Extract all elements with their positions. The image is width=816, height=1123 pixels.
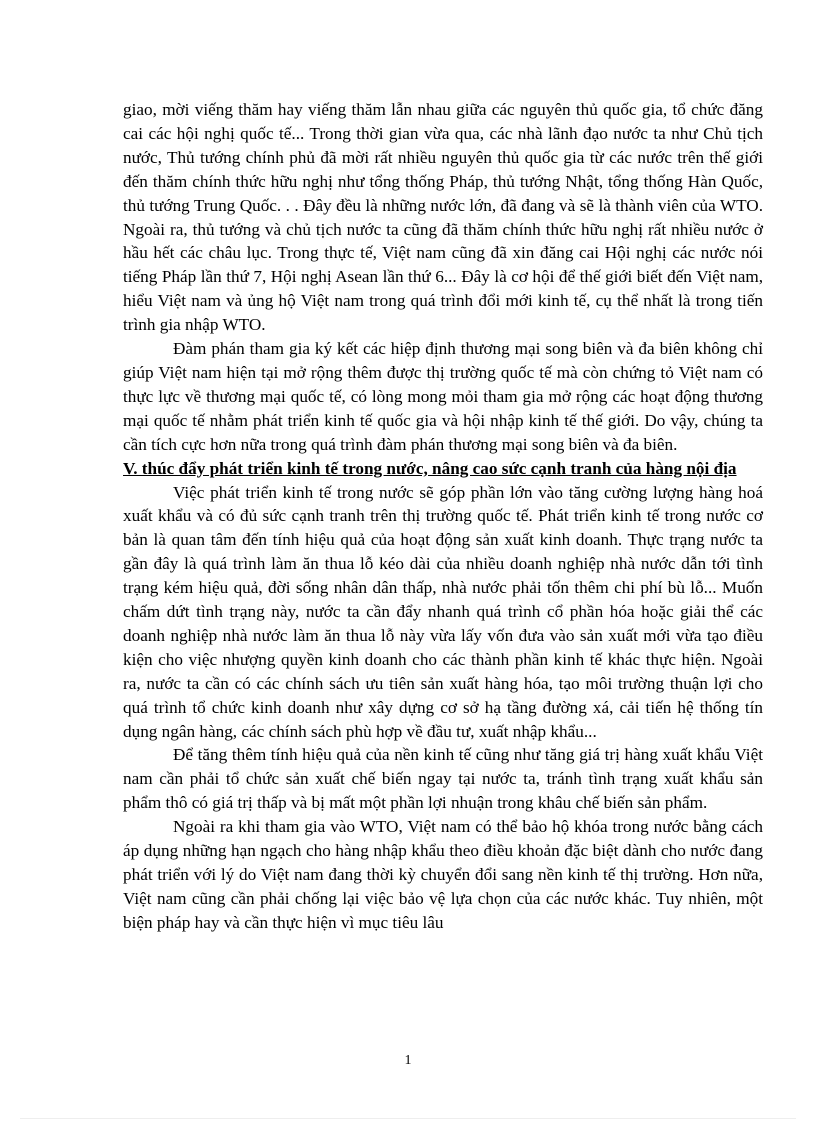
document-body — [123, 98, 763, 935]
page-number: 1 — [404, 1053, 412, 1068]
page-bottom-edge — [20, 1118, 796, 1119]
paragraph-wto-protection: Ngoài ra khi tham gia vào WTO, Việt nam có thể bảo hộ khóa trong nước bằng cách áp dụng những hạn ngạch cho hàng nhập khẩu theo điều khoản đặc biệt dành cho nước đang phát triển với lý do Việt nam đang thời kỳ chuyển đổi sang nền kinh tế thị trường. Hơn nữa, Việt nam cũng cần phải chống lại việc bảo vệ lựa chọn của các nước khác. Tuy nhiên, một biện pháp hay và cần thực hiện vì mục tiêu lâu — [123, 817, 763, 932]
section-heading-v: V. thúc đẩy phát triển kinh tế trong nước, nâng cao sức cạnh tranh của hàng nội địa — [123, 458, 737, 478]
paragraph-diplomacy: giao, mời viếng thăm hay viếng thăm lẫn nhau giữa các nguyên thủ quốc gia, tổ chức đăng cai các hội nghị quốc tế... Trong thời gian vừa qua, các nhà lãnh đạo nước ta như Chủ tịch nước, Thủ tướng chính phủ đã mời rất nhiều nguyên thủ quốc gia từ các nước trên thế giới đến thăm chính thức hữu nghị như tổng thống Pháp, thủ tướng Nhật, tổng thống Hàn Quốc, thủ tướng Trung Quốc. . . Đây đều là những nước lớn, đã đang và sẽ là thành viên của WTO. Ngoài ra, thủ tướng và chủ tịch nước ta cũng đã thăm chính thức hữu nghị rất nhiều nước ở hầu hết các châu lục. Trong thực tế, Việt nam cũng đã xin đăng cai Hội nghị các nước nói tiếng Pháp lần thứ 7, Hội nghị Asean lần thứ 6... Đây là cơ hội để thế giới biết đến Việt nam, hiểu Việt nam và ủng hộ Việt nam trong quá trình đổi mới kinh tế, cụ thể nhất là trong tiến trình gia nhập WTO. — [123, 100, 763, 335]
paragraph-processing: Để tăng thêm tính hiệu quả của nền kinh tế cũng như tăng giá trị hàng xuất khẩu Việt nam cần phải tổ chức sản xuất chế biến ngay tại nước ta, tránh tình trạng xuất khẩu sản phẩm thô có giá trị thấp và bị mất một phần lợi nhuận trong khâu chế biến sản phẩm. — [123, 745, 763, 813]
paragraph-trade-negotiation: Đàm phán tham gia ký kết các hiệp định thương mại song biên và đa biên không chỉ giúp Việt nam hiện tại mở rộng thêm được thị trường quốc tế mà còn chứng tỏ Việt nam có thực lực về thương mại quốc tế, có lòng mong mỏi tham gia mở rộng các hoạt động thương mại quốc tế nhằm phát triển kinh tế quốc gia và hội nhập kinh tế thế giới. Do vậy, chúng ta cần tích cực hơn nữa trong quá trình đàm phán thương mại song biên và đa biên. — [123, 339, 763, 454]
paragraph-domestic-economy: Việc phát triển kinh tế trong nước sẽ góp phần lớn vào tăng cường lượng hàng hoá xuất khẩu và có đủ sức cạnh tranh trên thị trường quốc tế. Phát triển kinh tế trong nước cơ bản là quan tâm đến tính hiệu quả của hoạt động sản xuất kinh doanh. Thực trạng nước ta gần đây là quá trình làm ăn thua lỗ kéo dài của nhiều doanh nghiệp nhà nước dẫn tới tình trạng kém hiệu quả, đời sống nhân dân thấp, nhà nước phải tốn thêm chi phí bù lỗ... Muốn chấm dứt tình trạng này, nước ta cần đẩy nhanh quá trình cổ phần hóa hoặc giải thể các doanh nghiệp nhà nước làm ăn thua lỗ này vừa lấy vốn đưa vào sản xuất mới vừa tạo điều kiện cho việc nhượng quyền kinh doanh cho các thành phần kinh tế khác thực hiện. Ngoài ra, nước ta cần có các chính sách ưu tiên sản xuất hàng hóa, tạo môi trường thuận lợi cho quá trình tổ chức kinh doanh như xây dựng cơ sở hạ tầng đường xá, cải tiến hệ thống tín dụng ngân hàng, các chính sách phù hợp về đầu tư, xuất nhập khẩu... — [123, 482, 763, 741]
